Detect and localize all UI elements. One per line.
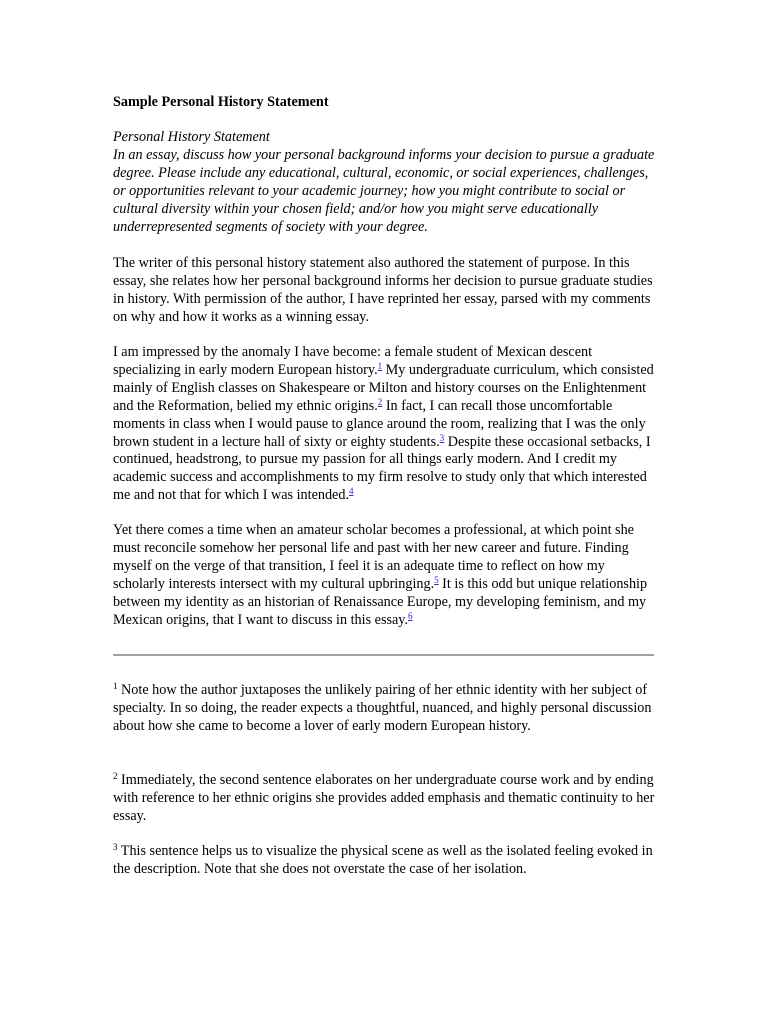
prompt-heading: Personal History Statement [113,129,270,145]
footnote-number: 3 [113,842,118,852]
footnote-2 [113,772,658,826]
essay-prompt [113,129,658,236]
footnote-3 [113,843,658,879]
essay-paragraph-1 [113,344,658,505]
footnote-number: 2 [113,771,118,781]
footnote-ref-4[interactable]: 4 [349,486,354,497]
footnote-ref-6[interactable]: 6 [408,610,413,621]
footnote-ref-5[interactable]: 5 [434,574,439,585]
document-title: Sample Personal History Statement [113,94,329,110]
footnote-ref-3[interactable]: 3 [439,432,445,443]
footnote-separator [113,654,654,656]
sentence: I am impressed by the anomaly I have become: a female student of Mexican descent specializing in early modern European history. [113,344,593,378]
footnote-text: Note how the author juxtaposes the unlikely pairing of her ethnic identity with her subject of specialty. In so doing, the reader expects a thoughtful, nuanced, and highly personal discussion about how she came to become a lover of early modern European history. [113,682,652,734]
footnote-ref-1[interactable]: 1 [377,360,383,371]
sentence: It is this odd but unique relationship between my identity as an historian of Renaissance Europe, my developing feminism, and my Mexican origins, that I want to discuss in this essay. [113,575,648,628]
sentence: In fact, I can recall those uncomfortable moments in class when I would pause to glance around the room, realizing that I was the only brown student in a lecture hall of sixty or eighty students. [113,397,646,450]
footnote-text: Immediately, the second sentence elaborates on her undergraduate course work and by ending with reference to her ethnic origins she provides added emphasis and thematic continuity to her essay. [113,772,655,824]
sentence: Despite these occasional setbacks, I continued, headstrong, to pursue my passion for all things early modern. And I credit my academic success and accomplishments to my firm resolve to study only that which interested me and not that for which I was intended. [113,433,651,504]
footnote-number: 1 [113,681,118,691]
essay-paragraph-2 [113,522,658,629]
intro-paragraph: The writer of this personal history statement also authored the statement of purpose. In this essay, she relates how her personal background informs her decision to pursue graduate studies in history. With permission of the author, I have reprinted her essay, parsed with my comments on why and how it works as a winning essay. [113,255,653,325]
prompt-text: In an essay, discuss how your personal background informs your decision to pursue a graduate degree. Please include any educational, cultural, economic, or social experiences, challenges, or opportunities relevant to your academic journey; how you might contribute to social or cultural diversity within your chosen field; and/or how you might serve educationally underrepresented segments of society with your degree. [113,146,655,235]
sentence: My undergraduate curriculum, which consisted mainly of English classes on Shakespeare or Milton and history courses on the Enlightenment and the Reformation, belied my ethnic origins. [113,361,654,414]
sentence: Yet there comes a time when an amateur scholar becomes a professional, at which point she must reconcile somehow her personal life and past with her new career and future. Finding myself on the verge of that transition, I feel it is an adequate time to reflect on how my scholarly interests intersect with my cultural upbringing. [113,522,634,592]
footnote-1 [113,682,658,736]
footnote-text: This sentence helps us to visualize the physical scene as well as the isolated feeling evoked in the description. Note that she does not overstate the case of her isolation. [113,843,653,877]
footnote-ref-2[interactable]: 2 [377,396,383,407]
